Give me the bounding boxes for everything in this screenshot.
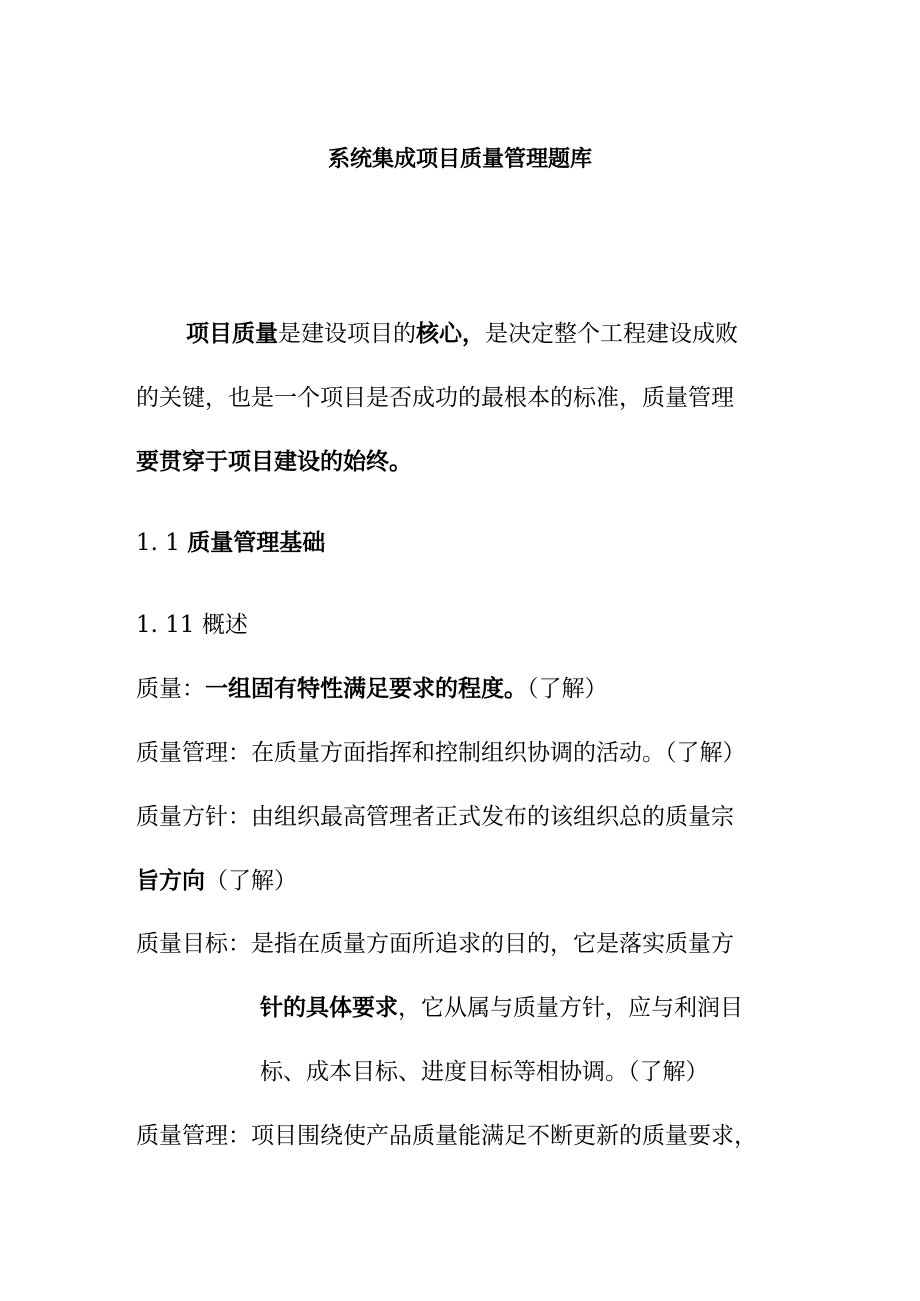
definition-tag: （了解） (205, 868, 297, 894)
section-heading-1-1 (136, 523, 325, 563)
intro-text-1: 是建设项目的 (278, 321, 416, 347)
definition-bold: 旨方向 (136, 868, 205, 894)
definition-term: 质量： (136, 676, 205, 702)
section-number: 1. 11 (136, 612, 195, 638)
intro-line-2: 的关键，也是一个项目是否成功的最根本的标准，质量管理 (136, 385, 734, 411)
definition-quality-management: 质量管理：在质量方面指挥和控制组织协调的活动。（了解） (136, 740, 746, 766)
intro-term-project-quality: 项目质量 (186, 321, 278, 347)
section-title: 概述 (201, 612, 248, 638)
definition-text: ，它从属与质量方针，应与利润目 (398, 995, 743, 1021)
document-title: 系统集成项目质量管理题库 (327, 147, 592, 172)
section-title: 质量管理基础 (187, 530, 326, 556)
definition-bold: 针的具体要求 (260, 995, 398, 1021)
definition-quality-objective-line-2 (260, 988, 743, 1028)
definition-quality-objective-line-1: 质量目标：是指在质量方面所追求的目的，它是落实质量方 (136, 931, 734, 957)
intro-term-core: 核心， (416, 321, 485, 347)
definition-tag: （了解） (527, 676, 608, 702)
definition-text: 一组固有特性满足要求的程度。 (205, 676, 527, 702)
definition-quality (136, 669, 608, 709)
intro-text-2: 是决定整个工程建设成败 (485, 321, 738, 347)
definition-quality-objective-line-3: 标、成本目标、进度目标等相协调。（了解） (260, 1059, 709, 1085)
definition-quality-policy-line-2 (136, 861, 297, 901)
definition-project-quality-management-line-1: 质量管理：项目围绕使产品质量能满足不断更新的质量要求， (136, 1123, 757, 1149)
intro-line-1 (186, 314, 738, 354)
intro-line-3: 要贯穿于项目建设的始终。 (136, 449, 412, 475)
definition-quality-policy-line-1: 质量方针：由组织最高管理者正式发布的该组织总的质量宗 (136, 804, 734, 830)
section-heading-1-11 (136, 605, 248, 645)
section-number: 1. 1 (136, 530, 180, 556)
